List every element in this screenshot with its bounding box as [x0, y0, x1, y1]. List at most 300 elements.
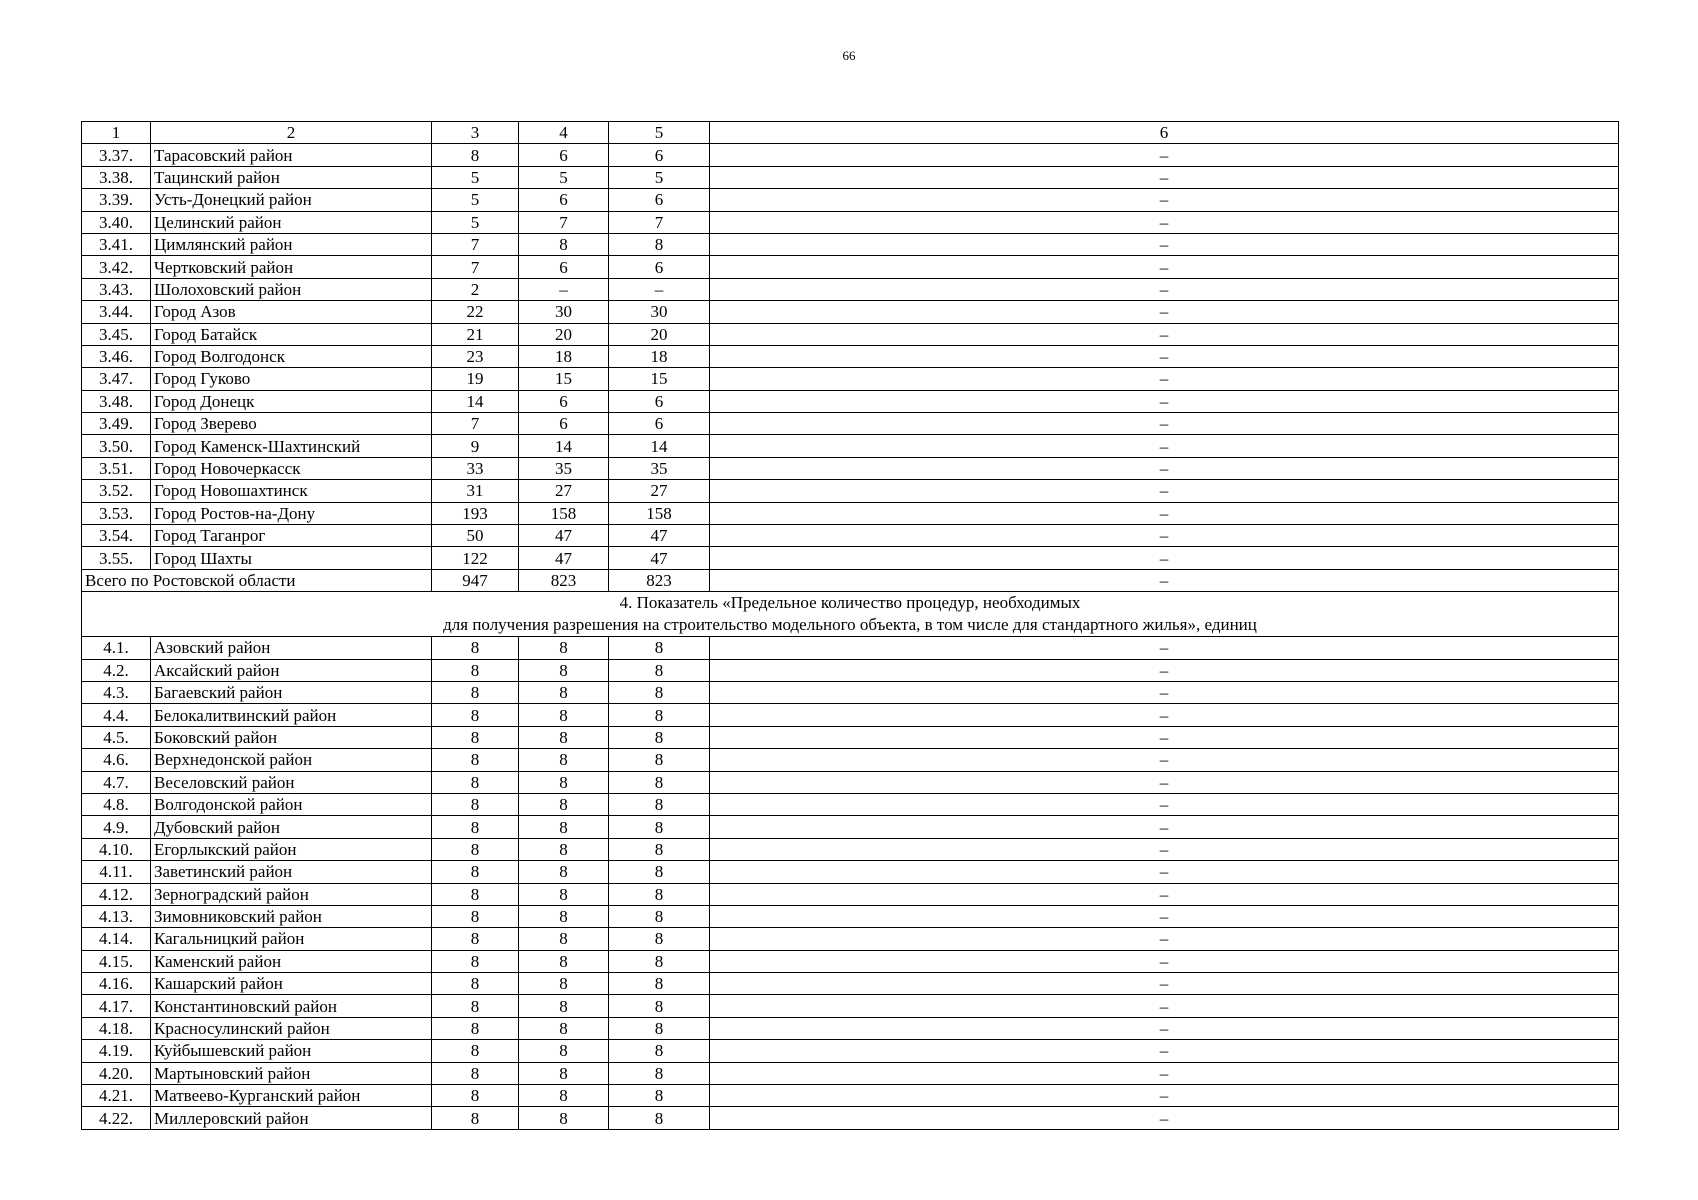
row-number-cell: 4.4.: [82, 704, 151, 726]
municipality-cell: Веселовский район: [151, 771, 432, 793]
value-col6-cell: –: [710, 1107, 1619, 1129]
value-col5-cell: 6: [609, 390, 710, 412]
column-number-cell: 6: [710, 122, 1619, 144]
row-number-cell: 4.15.: [82, 950, 151, 972]
municipality-cell: Тарасовский район: [151, 144, 432, 166]
value-col3-cell: 8: [432, 659, 519, 681]
value-col3-cell: 8: [432, 1062, 519, 1084]
value-col6-cell: –: [710, 995, 1619, 1017]
municipality-cell: Город Азов: [151, 301, 432, 323]
value-col6-cell: –: [710, 166, 1619, 188]
municipality-cell: Миллеровский район: [151, 1107, 432, 1129]
value-col4-cell: 15: [519, 368, 609, 390]
value-col4-cell: 47: [519, 525, 609, 547]
value-col3-cell: 9: [432, 435, 519, 457]
value-col3-cell: 8: [432, 883, 519, 905]
table-row: [82, 704, 1619, 726]
value-col3-cell: 8: [432, 637, 519, 659]
value-col4-cell: 8: [519, 838, 609, 860]
value-col6-cell: –: [710, 525, 1619, 547]
value-col3-cell: 5: [432, 211, 519, 233]
value-col6-cell: –: [710, 637, 1619, 659]
value-col3-cell: 8: [432, 749, 519, 771]
value-col5-cell: 18: [609, 345, 710, 367]
value-col3-cell: 7: [432, 256, 519, 278]
table-row: [82, 278, 1619, 300]
municipality-cell: Каменский район: [151, 950, 432, 972]
table-row: [82, 435, 1619, 457]
section-heading-line: 4. Показатель «Предельное количество процедур, необходимых: [619, 593, 1081, 613]
value-col5-cell: 158: [609, 502, 710, 524]
municipality-cell: Заветинский район: [151, 861, 432, 883]
table-row: [82, 368, 1619, 390]
value-col5-cell: 8: [609, 1017, 710, 1039]
value-col3-cell: 2: [432, 278, 519, 300]
row-number-cell: 4.9.: [82, 816, 151, 838]
value-col3-cell: 21: [432, 323, 519, 345]
value-col5-cell: 8: [609, 928, 710, 950]
value-col6-cell: –: [710, 681, 1619, 703]
value-col3-cell: 8: [432, 973, 519, 995]
value-col6-cell: –: [710, 301, 1619, 323]
total-value-cell: 823: [519, 569, 609, 591]
municipality-cell: Зерноградский район: [151, 883, 432, 905]
row-number-cell: 4.20.: [82, 1062, 151, 1084]
table-row: [82, 793, 1619, 815]
row-number-cell: 3.55.: [82, 547, 151, 569]
row-number-cell: 3.47.: [82, 368, 151, 390]
value-col5-cell: 8: [609, 950, 710, 972]
row-number-cell: 4.21.: [82, 1085, 151, 1107]
table-row: [82, 480, 1619, 502]
value-col5-cell: 8: [609, 1040, 710, 1062]
value-col4-cell: 8: [519, 883, 609, 905]
value-col3-cell: 8: [432, 726, 519, 748]
value-col5-cell: 8: [609, 1107, 710, 1129]
value-col3-cell: 5: [432, 189, 519, 211]
municipality-cell: Город Ростов-на-Дону: [151, 502, 432, 524]
value-col6-cell: –: [710, 502, 1619, 524]
value-col4-cell: 6: [519, 144, 609, 166]
municipality-cell: Волгодонской район: [151, 793, 432, 815]
row-number-cell: 4.14.: [82, 928, 151, 950]
value-col4-cell: 8: [519, 995, 609, 1017]
value-col6-cell: –: [710, 144, 1619, 166]
value-col4-cell: 27: [519, 480, 609, 502]
row-number-cell: 4.3.: [82, 681, 151, 703]
value-col6-cell: –: [710, 345, 1619, 367]
table-row: [82, 547, 1619, 569]
value-col6-cell: –: [710, 547, 1619, 569]
municipality-cell: Егорлыкский район: [151, 838, 432, 860]
value-col3-cell: 19: [432, 368, 519, 390]
table-row: [82, 726, 1619, 748]
table-row: [82, 166, 1619, 188]
table-row: [82, 659, 1619, 681]
value-col5-cell: 8: [609, 861, 710, 883]
row-number-cell: 3.54.: [82, 525, 151, 547]
value-col6-cell: –: [710, 189, 1619, 211]
table-row: [82, 211, 1619, 233]
value-col6-cell: –: [710, 749, 1619, 771]
value-col6-cell: –: [710, 435, 1619, 457]
value-col4-cell: 8: [519, 861, 609, 883]
municipality-cell: Усть-Донецкий район: [151, 189, 432, 211]
row-number-cell: 3.38.: [82, 166, 151, 188]
row-number-cell: 4.10.: [82, 838, 151, 860]
value-col6-cell: –: [710, 1017, 1619, 1039]
table-row: [82, 861, 1619, 883]
value-col3-cell: 14: [432, 390, 519, 412]
row-number-cell: 3.43.: [82, 278, 151, 300]
table-row: [82, 1040, 1619, 1062]
value-col3-cell: 8: [432, 928, 519, 950]
value-col6-cell: –: [710, 1085, 1619, 1107]
total-label: Всего по Ростовской области: [82, 569, 432, 591]
municipality-cell: Город Гуково: [151, 368, 432, 390]
municipality-cell: Город Таганрог: [151, 525, 432, 547]
value-col5-cell: 8: [609, 233, 710, 255]
value-col6-cell: –: [710, 793, 1619, 815]
table-row: [82, 1017, 1619, 1039]
table-row: [82, 681, 1619, 703]
row-number-cell: 3.42.: [82, 256, 151, 278]
table-row: [82, 838, 1619, 860]
value-col5-cell: 6: [609, 144, 710, 166]
value-col4-cell: –: [519, 278, 609, 300]
municipality-cell: Тацинский район: [151, 166, 432, 188]
municipality-cell: Мартыновский район: [151, 1062, 432, 1084]
value-col4-cell: 8: [519, 973, 609, 995]
value-col6-cell: –: [710, 861, 1619, 883]
value-col6-cell: –: [710, 323, 1619, 345]
value-col5-cell: 27: [609, 480, 710, 502]
value-col3-cell: 7: [432, 413, 519, 435]
municipality-cell: Город Донецк: [151, 390, 432, 412]
municipality-cell: Город Новошахтинск: [151, 480, 432, 502]
value-col4-cell: 6: [519, 390, 609, 412]
page-number: 66: [842, 48, 856, 63]
value-col4-cell: 8: [519, 1085, 609, 1107]
value-col3-cell: 31: [432, 480, 519, 502]
value-col3-cell: 193: [432, 502, 519, 524]
total-value-cell: 823: [609, 569, 710, 591]
value-col3-cell: 5: [432, 166, 519, 188]
value-col5-cell: 8: [609, 659, 710, 681]
value-col6-cell: –: [710, 413, 1619, 435]
value-col6-cell: –: [710, 256, 1619, 278]
value-col5-cell: 47: [609, 547, 710, 569]
value-col4-cell: 6: [519, 256, 609, 278]
column-number-cell: 1: [82, 122, 151, 144]
municipality-cell: Цимлянский район: [151, 233, 432, 255]
value-col3-cell: 8: [432, 771, 519, 793]
table-body: [82, 122, 1619, 1130]
indicator-table: [81, 121, 1619, 1130]
row-number-cell: 4.19.: [82, 1040, 151, 1062]
municipality-cell: Город Каменск-Шахтинский: [151, 435, 432, 457]
value-col5-cell: 8: [609, 905, 710, 927]
value-col5-cell: 8: [609, 883, 710, 905]
row-number-cell: 3.40.: [82, 211, 151, 233]
row-number-cell: 3.48.: [82, 390, 151, 412]
value-col3-cell: 8: [432, 816, 519, 838]
value-col4-cell: 35: [519, 457, 609, 479]
value-col3-cell: 8: [432, 995, 519, 1017]
value-col6-cell: –: [710, 1062, 1619, 1084]
value-col5-cell: 8: [609, 973, 710, 995]
value-col4-cell: 5: [519, 166, 609, 188]
municipality-cell: Шолоховский район: [151, 278, 432, 300]
table-row: [82, 973, 1619, 995]
value-col4-cell: 8: [519, 681, 609, 703]
value-col4-cell: 8: [519, 637, 609, 659]
table-row: [82, 233, 1619, 255]
row-number-cell: 4.18.: [82, 1017, 151, 1039]
value-col3-cell: 8: [432, 905, 519, 927]
value-col4-cell: 8: [519, 905, 609, 927]
column-number-cell: 2: [151, 122, 432, 144]
value-col3-cell: 33: [432, 457, 519, 479]
value-col6-cell: –: [710, 457, 1619, 479]
municipality-cell: Кагальницкий район: [151, 928, 432, 950]
table-row: [82, 323, 1619, 345]
table-row: [82, 301, 1619, 323]
value-col4-cell: 6: [519, 189, 609, 211]
value-col3-cell: 8: [432, 1085, 519, 1107]
value-col6-cell: –: [710, 480, 1619, 502]
value-col5-cell: 8: [609, 816, 710, 838]
value-col3-cell: 8: [432, 1107, 519, 1129]
table-row: [82, 457, 1619, 479]
value-col4-cell: 8: [519, 233, 609, 255]
value-col6-cell: –: [710, 704, 1619, 726]
value-col3-cell: 7: [432, 233, 519, 255]
value-col3-cell: 8: [432, 793, 519, 815]
total-value-cell: 947: [432, 569, 519, 591]
table-row: [82, 950, 1619, 972]
municipality-cell: Город Шахты: [151, 547, 432, 569]
table-row: [82, 749, 1619, 771]
value-col3-cell: 8: [432, 144, 519, 166]
row-number-cell: 4.16.: [82, 973, 151, 995]
value-col6-cell: –: [710, 233, 1619, 255]
table-row: [82, 525, 1619, 547]
value-col6-cell: –: [710, 771, 1619, 793]
table-row: [82, 1085, 1619, 1107]
value-col3-cell: 8: [432, 681, 519, 703]
municipality-cell: Матвеево-Курганский район: [151, 1085, 432, 1107]
value-col5-cell: 8: [609, 726, 710, 748]
value-col4-cell: 8: [519, 950, 609, 972]
value-col5-cell: 47: [609, 525, 710, 547]
table-row: [82, 883, 1619, 905]
value-col5-cell: 8: [609, 704, 710, 726]
value-col4-cell: 8: [519, 1040, 609, 1062]
table-row: [82, 189, 1619, 211]
value-col5-cell: 8: [609, 838, 710, 860]
column-number-cell: 5: [609, 122, 710, 144]
row-number-cell: 4.1.: [82, 637, 151, 659]
row-number-cell: 4.11.: [82, 861, 151, 883]
total-value-cell: –: [710, 569, 1619, 591]
value-col3-cell: 8: [432, 861, 519, 883]
row-number-cell: 3.37.: [82, 144, 151, 166]
value-col5-cell: 8: [609, 637, 710, 659]
value-col6-cell: –: [710, 905, 1619, 927]
table-row: [82, 390, 1619, 412]
value-col3-cell: 23: [432, 345, 519, 367]
value-col3-cell: 8: [432, 1040, 519, 1062]
value-col5-cell: 35: [609, 457, 710, 479]
row-number-cell: 3.52.: [82, 480, 151, 502]
value-col3-cell: 8: [432, 704, 519, 726]
value-col4-cell: 7: [519, 211, 609, 233]
value-col6-cell: –: [710, 368, 1619, 390]
value-col3-cell: 122: [432, 547, 519, 569]
value-col6-cell: –: [710, 390, 1619, 412]
value-col5-cell: 14: [609, 435, 710, 457]
municipality-cell: Целинский район: [151, 211, 432, 233]
value-col6-cell: –: [710, 816, 1619, 838]
value-col4-cell: 8: [519, 816, 609, 838]
municipality-cell: Боковский район: [151, 726, 432, 748]
municipality-cell: Кашарский район: [151, 973, 432, 995]
value-col4-cell: 8: [519, 771, 609, 793]
section-heading-row: [82, 592, 1619, 637]
row-number-cell: 4.7.: [82, 771, 151, 793]
value-col6-cell: –: [710, 950, 1619, 972]
value-col5-cell: 8: [609, 749, 710, 771]
table-row: [82, 413, 1619, 435]
value-col4-cell: 8: [519, 1017, 609, 1039]
row-number-cell: 4.6.: [82, 749, 151, 771]
municipality-cell: Город Волгодонск: [151, 345, 432, 367]
row-number-cell: 4.22.: [82, 1107, 151, 1129]
value-col5-cell: –: [609, 278, 710, 300]
table-row: [82, 771, 1619, 793]
row-number-cell: 3.49.: [82, 413, 151, 435]
row-number-cell: 3.44.: [82, 301, 151, 323]
value-col6-cell: –: [710, 928, 1619, 950]
table-row: [82, 995, 1619, 1017]
table-row: [82, 816, 1619, 838]
municipality-cell: Аксайский район: [151, 659, 432, 681]
municipality-cell: Константиновский район: [151, 995, 432, 1017]
table-row: [82, 345, 1619, 367]
municipality-cell: Азовский район: [151, 637, 432, 659]
value-col5-cell: 8: [609, 1062, 710, 1084]
row-number-cell: 4.17.: [82, 995, 151, 1017]
municipality-cell: Город Зверево: [151, 413, 432, 435]
table-row: [82, 928, 1619, 950]
row-number-cell: 4.12.: [82, 883, 151, 905]
municipality-cell: Чертковский район: [151, 256, 432, 278]
municipality-cell: Дубовский район: [151, 816, 432, 838]
row-number-cell: 3.46.: [82, 345, 151, 367]
row-number-cell: 3.45.: [82, 323, 151, 345]
value-col4-cell: 8: [519, 659, 609, 681]
table-row: [82, 256, 1619, 278]
column-number-cell: 4: [519, 122, 609, 144]
municipality-cell: Куйбышевский район: [151, 1040, 432, 1062]
row-number-cell: 3.53.: [82, 502, 151, 524]
row-number-cell: 3.51.: [82, 457, 151, 479]
municipality-cell: Верхнедонской район: [151, 749, 432, 771]
section-heading-line: для получения разрешения на строительство модельного объекта, в том числе для стандартного жилья», единиц: [443, 615, 1257, 635]
value-col4-cell: 18: [519, 345, 609, 367]
row-number-cell: 4.13.: [82, 905, 151, 927]
value-col4-cell: 8: [519, 793, 609, 815]
value-col4-cell: 47: [519, 547, 609, 569]
value-col3-cell: 22: [432, 301, 519, 323]
section-heading: [82, 592, 1619, 637]
column-number-cell: 3: [432, 122, 519, 144]
value-col5-cell: 5: [609, 166, 710, 188]
municipality-cell: Зимовниковский район: [151, 905, 432, 927]
value-col5-cell: 8: [609, 995, 710, 1017]
value-col4-cell: 8: [519, 1062, 609, 1084]
value-col4-cell: 8: [519, 928, 609, 950]
value-col4-cell: 158: [519, 502, 609, 524]
value-col5-cell: 7: [609, 211, 710, 233]
municipality-cell: Город Новочеркасск: [151, 457, 432, 479]
value-col3-cell: 8: [432, 950, 519, 972]
value-col6-cell: –: [710, 726, 1619, 748]
value-col6-cell: –: [710, 211, 1619, 233]
row-number-cell: 3.50.: [82, 435, 151, 457]
value-col6-cell: –: [710, 973, 1619, 995]
value-col4-cell: 6: [519, 413, 609, 435]
value-col5-cell: 15: [609, 368, 710, 390]
value-col5-cell: 8: [609, 1085, 710, 1107]
value-col4-cell: 14: [519, 435, 609, 457]
total-row: [82, 569, 1619, 591]
value-col3-cell: 50: [432, 525, 519, 547]
row-number-cell: 4.5.: [82, 726, 151, 748]
value-col5-cell: 6: [609, 189, 710, 211]
value-col5-cell: 8: [609, 771, 710, 793]
value-col6-cell: –: [710, 1040, 1619, 1062]
municipality-cell: Белокалитвинский район: [151, 704, 432, 726]
value-col5-cell: 6: [609, 256, 710, 278]
municipality-cell: Багаевский район: [151, 681, 432, 703]
row-number-cell: 3.41.: [82, 233, 151, 255]
table-row: [82, 502, 1619, 524]
value-col3-cell: 8: [432, 838, 519, 860]
municipality-cell: Город Батайск: [151, 323, 432, 345]
value-col5-cell: 30: [609, 301, 710, 323]
value-col5-cell: 8: [609, 793, 710, 815]
value-col4-cell: 20: [519, 323, 609, 345]
table-row: [82, 1062, 1619, 1084]
value-col5-cell: 20: [609, 323, 710, 345]
row-number-cell: 3.39.: [82, 189, 151, 211]
value-col3-cell: 8: [432, 1017, 519, 1039]
value-col4-cell: 8: [519, 1107, 609, 1129]
value-col6-cell: –: [710, 278, 1619, 300]
table-row: [82, 144, 1619, 166]
value-col4-cell: 30: [519, 301, 609, 323]
value-col4-cell: 8: [519, 749, 609, 771]
value-col5-cell: 8: [609, 681, 710, 703]
value-col4-cell: 8: [519, 704, 609, 726]
value-col6-cell: –: [710, 838, 1619, 860]
table-row: [82, 905, 1619, 927]
value-col6-cell: –: [710, 659, 1619, 681]
header-row: [82, 122, 1619, 144]
municipality-cell: Красносулинский район: [151, 1017, 432, 1039]
